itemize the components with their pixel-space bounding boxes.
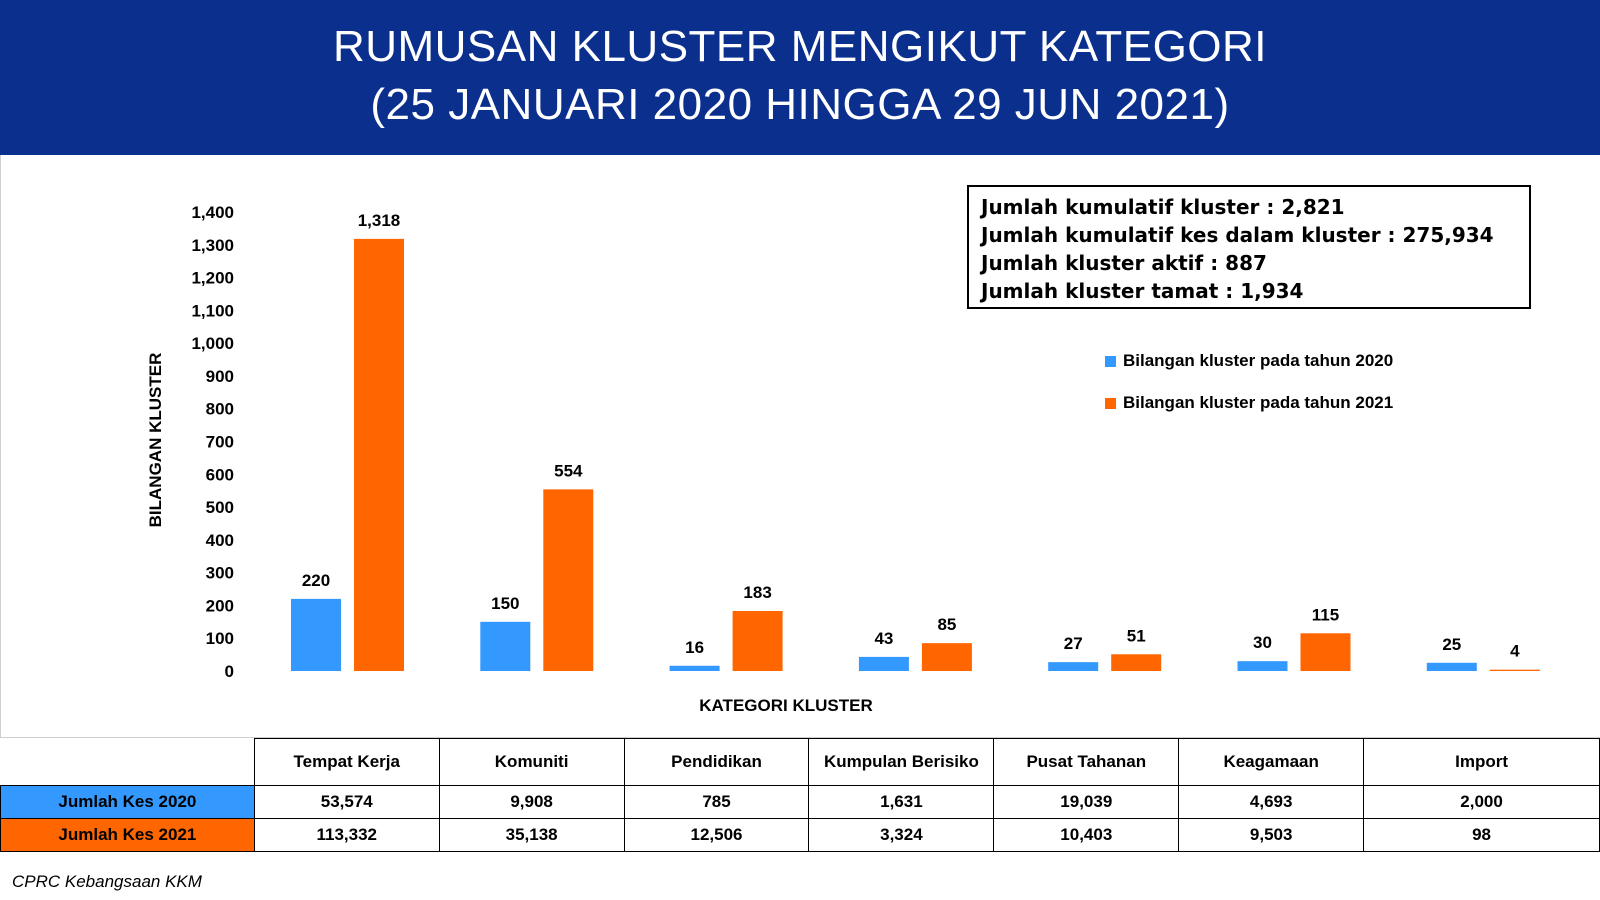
bar-data-label: 220 (301, 570, 331, 590)
table-cell: 35,138 (439, 819, 624, 852)
bar-2021 (1111, 654, 1161, 671)
table-col-pendidikan: Pendidikan (624, 739, 809, 786)
legend-swatch-2021 (1105, 398, 1116, 409)
bar-2021 (543, 489, 593, 671)
bar-data-label: 27 (1063, 634, 1083, 654)
bar-data-label: 43 (874, 628, 894, 648)
summary-line-cumulative-cases: Jumlah kumulatif kes dalam kluster : 275,934 (981, 223, 1494, 247)
bar-data-label: 25 (1442, 634, 1462, 654)
y-tick-label: 1,300 (191, 235, 234, 255)
table-cell: 2,000 (1364, 786, 1600, 819)
y-tick-label: 1,100 (191, 301, 234, 321)
title-line-2: (25 JANUARI 2020 HINGGA 29 JUN 2021) (370, 80, 1230, 129)
y-tick-label: 1,200 (191, 268, 234, 288)
legend-label-2020: Bilangan kluster pada tahun 2020 (1123, 351, 1394, 370)
y-tick-label: 800 (205, 399, 234, 419)
y-axis-label: BILANGAN KLUSTER (146, 352, 165, 528)
table-cell: 3,324 (809, 819, 994, 852)
bar-data-label: 16 (685, 637, 705, 657)
y-tick-label: 700 (205, 432, 234, 452)
table-cell: 53,574 (254, 786, 439, 819)
y-tick-label: 200 (205, 596, 234, 616)
bar-data-label: 150 (491, 593, 520, 613)
bar-2021 (922, 643, 972, 671)
legend-swatch-2020 (1105, 356, 1116, 367)
y-tick-label: 300 (205, 563, 234, 583)
table-cell: 4,693 (1179, 786, 1364, 819)
table-cell: 98 (1364, 819, 1600, 852)
legend-item-2020 (1105, 340, 1393, 382)
table-corner (1, 739, 255, 786)
chart-legend (1105, 340, 1393, 424)
legend-item-2021 (1105, 382, 1393, 424)
cases-table (0, 738, 1600, 852)
table-cell: 113,332 (254, 819, 439, 852)
table-cell: 10,403 (994, 819, 1179, 852)
legend-label-2021: Bilangan kluster pada tahun 2021 (1123, 393, 1394, 412)
table-col-komuniti: Komuniti (439, 739, 624, 786)
summary-line-ended-clusters: Jumlah kluster tamat : 1,934 (981, 279, 1304, 303)
bar-data-label: 85 (937, 615, 957, 635)
table-col-kumpulan-berisiko: Kumpulan Berisiko (809, 739, 994, 786)
table-cell: 9,908 (439, 786, 624, 819)
summary-line-active-clusters: Jumlah kluster aktif : 887 (981, 251, 1267, 275)
table-cell: 12,506 (624, 819, 809, 852)
bar-2020 (1427, 663, 1477, 671)
bar-data-label: 4 (1510, 641, 1520, 661)
y-tick-label: 1,400 (191, 203, 234, 222)
summary-line-cumulative-clusters: Jumlah kumulatif kluster : 2,821 (981, 195, 1345, 219)
table-cell: 785 (624, 786, 809, 819)
table-col-pusat-tahanan: Pusat Tahanan (994, 739, 1179, 786)
bar-2021 (1301, 633, 1351, 671)
title-line-1: RUMUSAN KLUSTER MENGIKUT KATEGORI (332, 22, 1268, 71)
table-row (1, 786, 1600, 819)
bar-data-label: 1,318 (357, 210, 401, 230)
table-header-row (1, 739, 1600, 786)
bar-data-label: 183 (743, 583, 772, 603)
bar-2020 (1048, 662, 1098, 671)
bar-data-label: 30 (1253, 633, 1272, 653)
bar-2020 (859, 657, 909, 671)
table-col-keagamaan: Keagamaan (1179, 739, 1364, 786)
bar-data-label: 554 (554, 461, 583, 481)
x-axis-label: KATEGORI KLUSTER (699, 696, 873, 715)
bar-data-label: 51 (1126, 626, 1146, 646)
table-cell: 9,503 (1179, 819, 1364, 852)
table-cell: 1,631 (809, 786, 994, 819)
y-tick-label: 0 (224, 662, 234, 681)
bar-2021 (354, 239, 404, 671)
title-banner (0, 0, 1600, 155)
y-tick-label: 1,000 (191, 334, 234, 354)
bar-2020 (1238, 661, 1288, 671)
table-col-tempat-kerja: Tempat Kerja (254, 739, 439, 786)
table-row (1, 819, 1600, 852)
bar-2020 (670, 666, 720, 671)
table-col-import: Import (1364, 739, 1600, 786)
table-row-label-2021: Jumlah Kes 2021 (1, 819, 255, 852)
bar-2021 (733, 611, 783, 671)
y-tick-label: 400 (205, 530, 234, 550)
y-tick-label: 100 (205, 629, 234, 649)
summary-box (967, 185, 1531, 309)
table-row-label-2020: Jumlah Kes 2020 (1, 786, 255, 819)
table-cell: 19,039 (994, 786, 1179, 819)
y-tick-label: 600 (205, 465, 234, 485)
y-tick-label: 500 (205, 498, 234, 518)
source-note: CPRC Kebangsaan KKM (12, 872, 202, 891)
bar-2020 (480, 622, 530, 671)
y-tick-label: 900 (205, 366, 234, 386)
bar-2021 (1490, 670, 1540, 671)
bar-2020 (291, 599, 341, 671)
bar-data-label: 115 (1311, 605, 1340, 625)
